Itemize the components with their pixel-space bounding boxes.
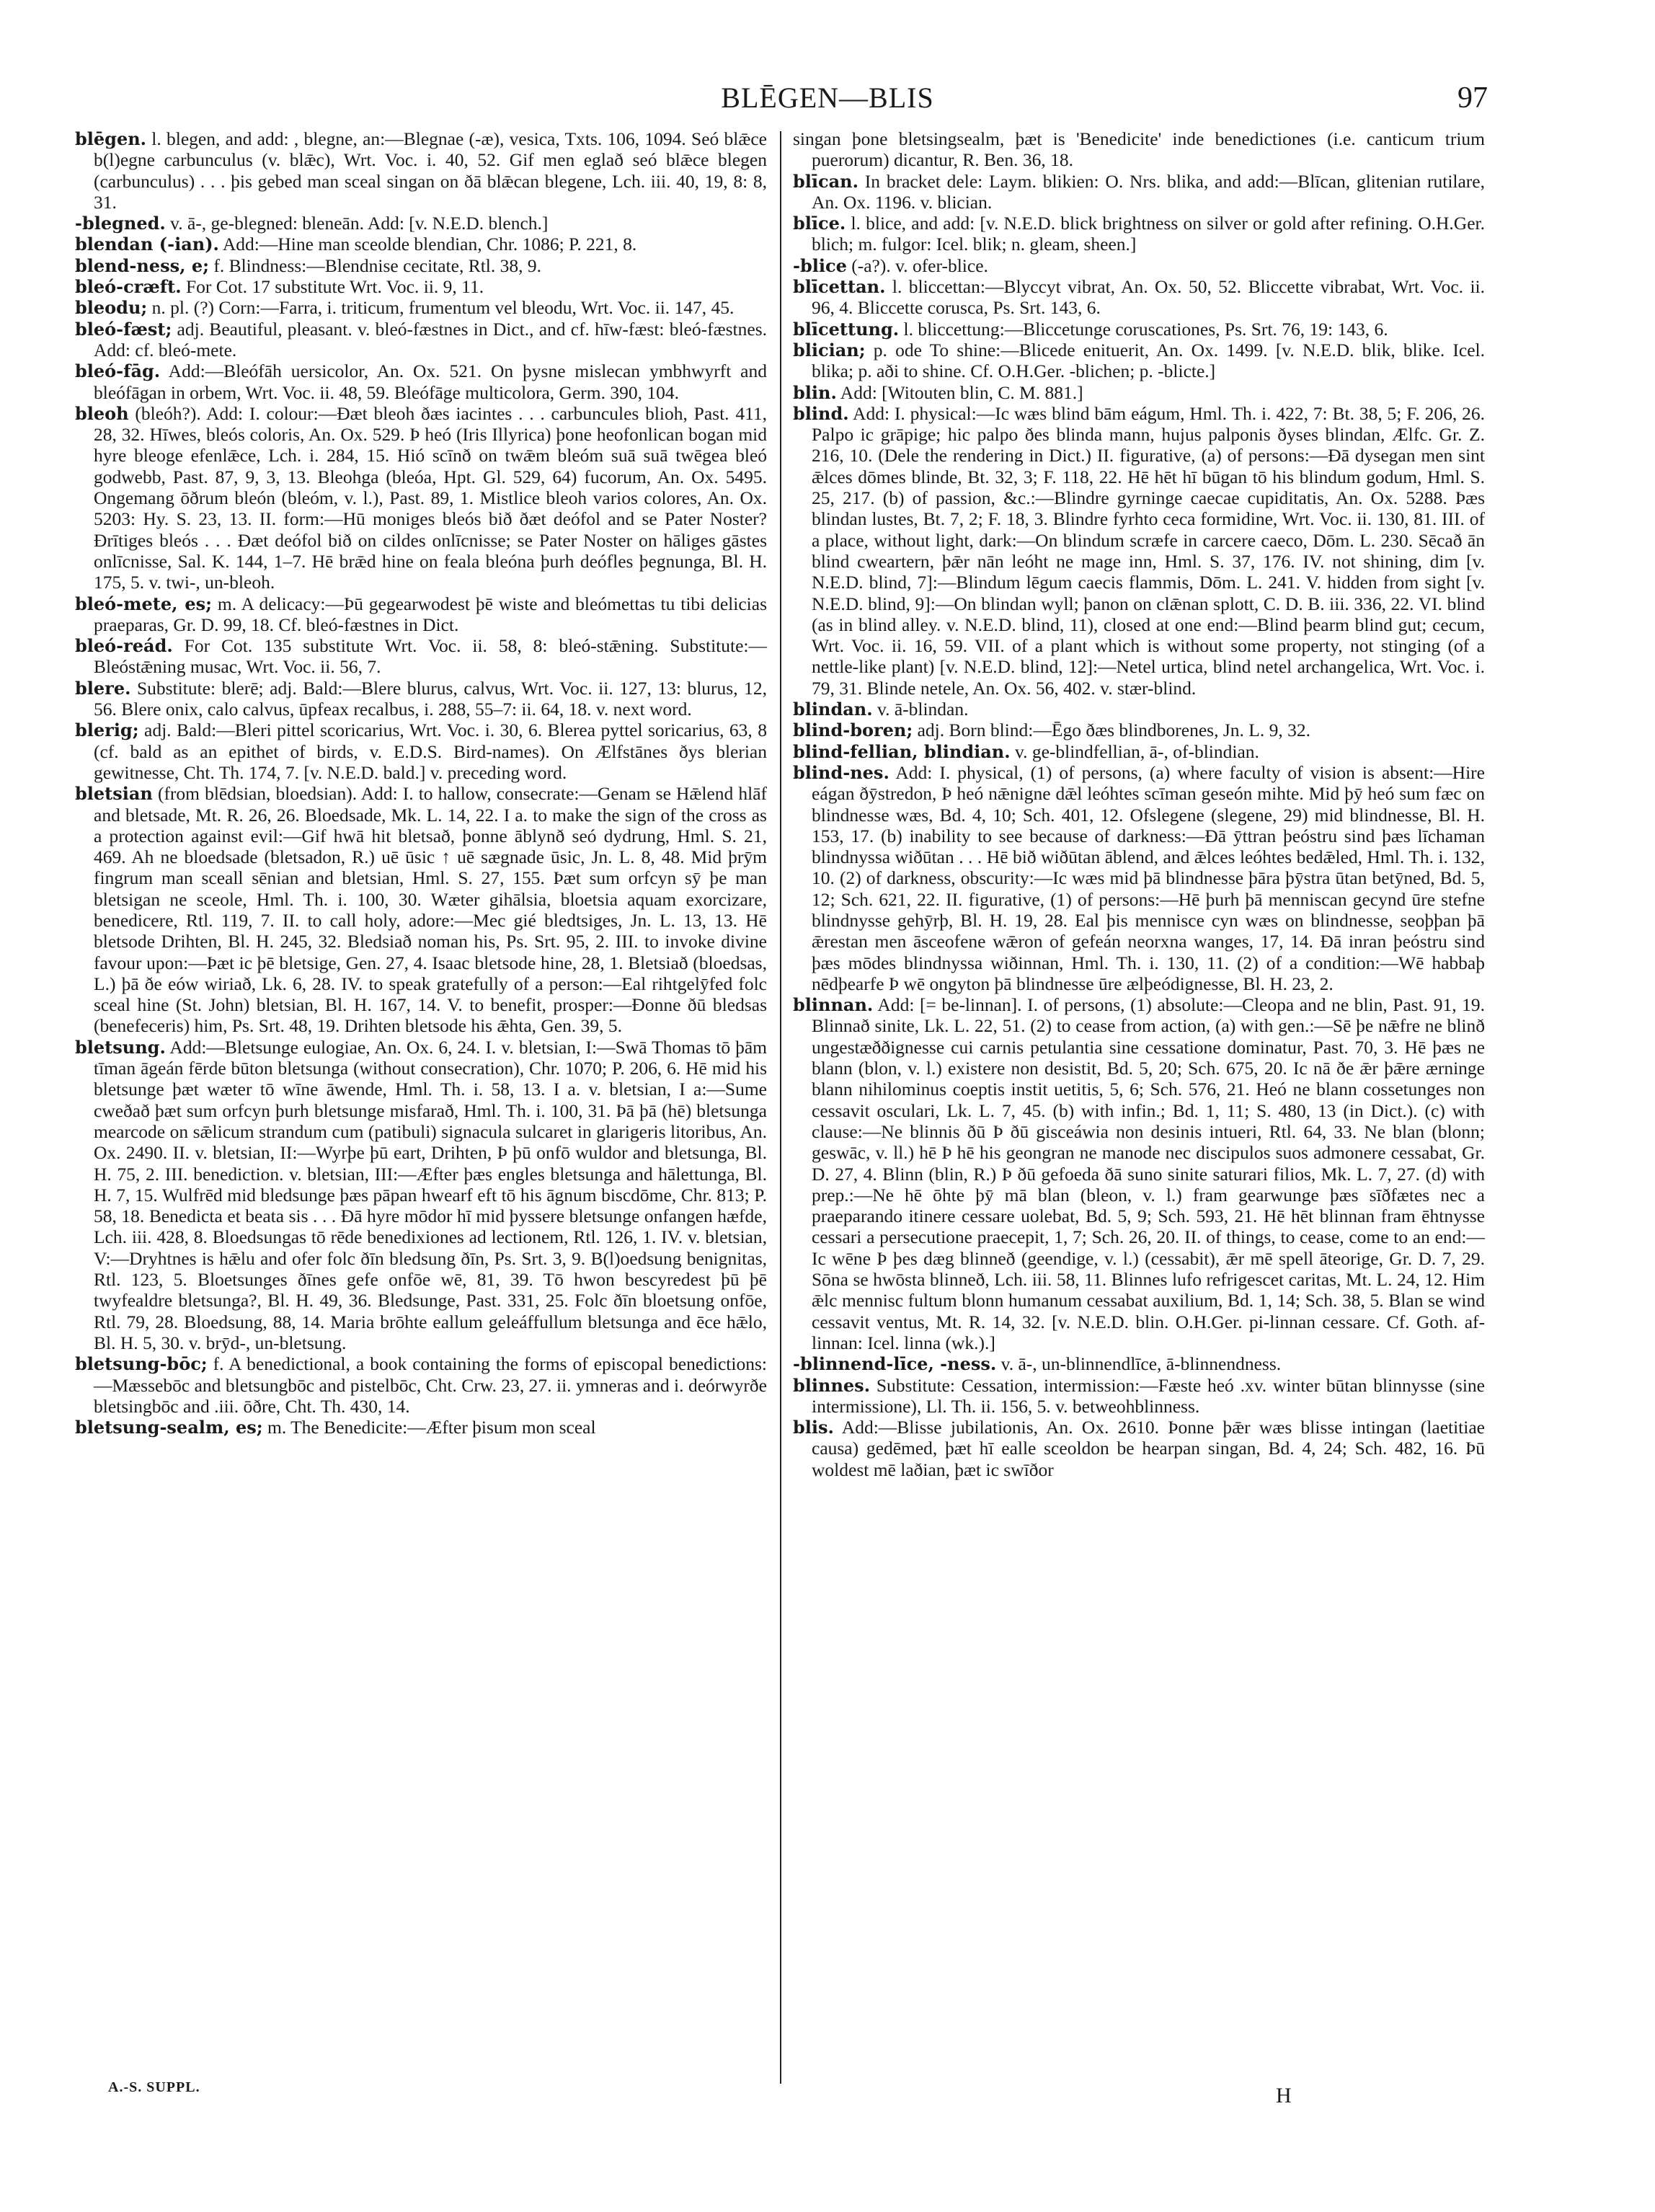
entry-text: v. ge-blindfellian, ā-, of-blindian.: [1010, 740, 1259, 762]
entry-text: For Cot. 135 substitute Wrt. Voc. ii. 58, 8: bleó-stǣning. Substitute:—Bleóstǣning musac, Wrt. Voc. ii. 56, 7.: [94, 635, 767, 678]
dictionary-entry: [793, 1375, 1485, 1417]
entry-headword: blendan (-ian).: [75, 234, 219, 255]
entry-headword: -blinnend-līce, -ness.: [793, 1353, 997, 1375]
entry-text: p. ode To shine:—Blicede enituerit, An. Ox. 1499. [v. N.E.D. blik, blike. Icel. blika; p. aði to shine. Cf. O.H.Ger. -blichen; p. -blicte.]: [812, 339, 1485, 382]
dictionary-entry: [75, 1037, 767, 1353]
entry-text: Add: I. physical, (1) of persons, (a) where faculty of vision is absent:—Hire eágan ðȳstredon, Þ heó nǣnigne dǣl leóhtes scīman geseón mihte. Mid þȳ heó sum fæc on blindnesse wæs, Bd. 4, 10; Sch. 401, 12. Ofslegene (slegene, 29) mid blindnesse, Bl. H. 153, 17. (b) inability to see because of darkness:—Ðā ȳttran þeóstru sind þæs līchaman blindnyssa wiðūtan . . . Hē bið wiðūtan āblend, and ǣlces leóhtes bedǣled, Hml. Th. i. 132, 10. (2) of darkness, obscurity:—Ic wæs mid þā blindnesse þāra þȳstra ūtan betȳned, Bd. 5, 12; Sch. 621, 22. II. figurative, (1) of persons:—Hē þurh þā menniscan gecynd ūre stefne blindnysse gehȳrþ, Bl. H. 19, 28. Eal þis mennisce cyn wæs on blindnesse, seoþþan þā ǣrestan men āsceofene wǣron of gefeán neorxna wanges, 17, 14. Ðā inran þeóstru sind þæs mōdes blindnyssa wiðinnan, Hml. Th. i. 130, 11. (2) of a condition:—Wē habbaþ nēdþearfe Þ wē ongyton þā blindnesse ūre ælþeódignesse, Bl. H. 23, 2.: [812, 761, 1485, 994]
entry-text: For Cot. 17 substitute Wrt. Voc. ii. 9, 11.: [181, 276, 484, 298]
dictionary-entry: [75, 1353, 767, 1417]
gathering-mark: H: [1276, 2084, 1292, 2107]
entry-headword: blīcettan.: [793, 276, 886, 298]
entry-text: m. A delicacy:—Þū gegearwodest þē wiste and bleómettas tu tibi delicias praeparas, Gr. D. 99, 18. Cf. bleó-fæstnes in Dict.: [94, 593, 767, 635]
entry-headword: blīce.: [793, 213, 846, 234]
entry-text: Add: I. physical:—Ic wæs blind bām eágum, Hml. Th. i. 422, 7: Bt. 38, 5; F. 206, 26. Palpo ic grāpige; hic palpo ðes blinda mann, hujus palponis ðyses blindan, Ælfc. Gr. Z. 216, 10. (Dele the rendering in Dict.) II. figurative, (a) of persons:—Ðā dysegan men sint ǣlces dōmes blinde, Bt. 32, 3; F. 118, 22. Hē hēt hī būgan tō his blindum godum, Hml. S. 25, 217. (b) of passion, &c.:—Blindre gyrninge caecae cupiditatis, An. Ox. 5288. Þæs blindan lustes, Bt. 7, 2; F. 18, 3. Blindre fyrhto ceca formidine, Wrt. Voc. ii. 130, 81. III. of a place, without light, dark:—On blindum scræfe in carcere caeco, Dōm. L. 230. Sēcað ān blind cweartern, þǣr nān leóht ne mage inn, Hml. S. 37, 176. IV. not shining, dim [v. N.E.D. blind, 7]:—Blindum lēgum caecis flammis, Dōm. L. 241. V. hidden from sight [v. N.E.D. blind, 9]:—On blindan wyll; þanon on clǣnan splott, C. D. B. iii. 336, 22. VI. blind (as in blind alley. v. N.E.D. blind, 11), closed at one end:—Blind þearm blind gut; cecum, Wrt. Voc. ii. 16, 59. VII. of a plant which is without some property, not stinging (of a nettle-like plant) [v. N.E.D. blind, 12]:—Netel urtica, blind netel archangelica, Wrt. Voc. i. 79, 31. Blinde netele, An. Ox. 56, 402. v. stær-blind.: [812, 402, 1485, 699]
entry-text: l. blegen, and add: , blegne, an:—Blegnae (-æ), vesica, Txts. 106, 1094. Seó blǣce b(l)egne carbunculus (v. blǣc), Wrt. Voc. i. 40, 52. Gif men eglað seó blǣce blegen (carbunculus) . . . þis gebed man sceal singan on ðā blǣcan blegene, Lch. iii. 40, 19, 8: 8, 31.: [94, 128, 767, 213]
entry-headword: blēgen.: [75, 128, 147, 149]
entry-headword: blind.: [793, 402, 849, 424]
dictionary-entry: [793, 403, 1485, 699]
entry-headword: blīcan.: [793, 170, 858, 192]
dictionary-entry: [793, 382, 1485, 403]
entry-text: l. bliccettung:—Bliccetunge coruscationes, Ps. Srt. 76, 19: 143, 6.: [899, 318, 1388, 340]
entry-text: (bleóh?). Add: I. colour:—Ðæt bleoh ðæs iacintes . . . carbuncules blioh, Past. 411, 28, 32. Hīwes, bleós coloris, An. Ox. 529. Þ heó (Iris Illyrica) þone heofonlican bogan mid hyre bleoge efenlǣce, Lch. i. 284, 15. Hió scīnð on twǣm bleóm suā suā twēgea bleó godwebb, Past. 87, 9, 3, 13. Bleohga (bleóa, Hpt. Gl. 529, 64) fucorum, An. Ox. 5495. Ongemang ōðrum bleón (bleóm, v. l.), Past. 89, 1. Mistlice bleoh varios colores, An. Ox. 5203: Hy. S. 23, 13. II. form:—Hū moniges bleós bið ðæt deófol and se Pater Noster? Ðrītiges bleós . . . Ðæt deófol bið on cildes onlīcnisse; se Pater Noster on hāliges gāstes onlīcnisse, Sal. K. 144, 1–7. Hē brǣd hine on feala bleóna þurh deófles þegnunga, Bl. H. 175, 5. v. twi-, un-bleoh.: [94, 402, 767, 593]
dictionary-entry: [793, 762, 1485, 994]
entry-headword: blind-nes.: [793, 761, 889, 783]
entry-text: (from blēdsian, bloedsian). Add: I. to hallow, consecrate:—Genam se Hǣlend hlāf and bletsade, Mt. R. 26, 26. Bloedsade, Mk. L. 14, 22. I a. to make the sign of the cross as a protection against evil:—Gif hwā hit bletsað, þonne āblynð seó dydrung, Hml. S. 21, 469. Ah ne bloedsade (bletsadon, R.) uē ūsic ↑ uē sægnade ūsic, Jn. L. 8, 48. Mid þrȳm fingrum man sceall sēnian and bletsian, Hml. S. 27, 155. Þæt sum orfcyn sȳ þe man bletsigan ne sceole, Hml. Th. i. 100, 30. Wæter gihālsia, bloetsia aquam exorcizare, benedicere, Rtl. 119, 7. II. to call holy, adore:—Mec gié bledtsiges, Jn. L. 13, 13. Hē bletsode Drihten, Bl. H. 245, 32. Bledsiað noman his, Ps. Srt. 95, 2. III. to invoke divine favour upon:—Þæt ic þē bletsige, Gen. 27, 4. Isaac bletsode hine, 28, 1. Bletsiað (bloedsas, L.) þā ðe eów wiriað, Lk. 6, 28. IV. to speak gratefully of a person:—Eal rihtgelȳfed folc sceal hine (St. John) bletsian, Bl. H. 167, 14. V. to benefit, prosper:—Ðonne ðū bledsas (benefeceris) him, Ps. Srt. 48, 19. Drihten bletsode his ǣhta, Gen. 39, 5.: [94, 783, 767, 1037]
dictionary-entry: [75, 255, 767, 276]
dictionary-entry: [793, 1417, 1485, 1480]
running-head: BLĒGEN—BLIS: [721, 81, 934, 114]
entry-text: Add: [= be-linnan]. I. of persons, (1) absolute:—Cleopa and ne blin, Past. 91, 19. Blinnað sinite, Lk. L. 22, 51. (2) to cease from action, (a) with gen.:—Sē þe nǣfre ne blinð ungestæððignesse cui carnis petulantia sine cessatione dominatur, Past. 70, 3. Hē þæs ne blann (blon, v. l.) existere non desistit, Bd. 5, 20; Sch. 675, 20. Ic nā ðe ǣr þǣre ærninge blann nihilominus coeptis instit uetitis, 5, 6; Sch. 576, 21. Heó ne blann cossetunges non cessavit osculari, Lk. L. 7, 45. (b) with infin.; Bd. 1, 11; S. 480, 13 (in Dict.). (c) with clause:—Ne blinnis ðū Þ ðū gisceáwia non desinis intueri, Rtl. 64, 33. Ne blan (blonn; geswāc, v. ll.) hē Þ hē his geongran ne manode nec discipulos suos admonere cessabat, Gr. D. 27, 4. Blinn (blin, R.) Þ ðū gefoeda ðā suno sinite saturari filios, Mk. L. 7, 27. (d) with prep.:—Ne hē ōhte þȳ mā blan (bleon, v. l.) fram gearwunge þæs sīðfætes nec a praeparando itinere cessare uolebat, Bd. 5, 9; Sch. 593, 21. Hē hēt blinnan fram ēhtnysse cessari a persecutione praecepit, 1, 7; Sch. 26, 20. II. of things, to cease, come to an end:—Ic wēne Þ þes dæg blinneð (geendige, v. l.) (cessabit), ǣr mē spell āteorige, Gr. D. 7, 29. Sōna se hwōsta blinneð, Lch. iii. 58, 11. Blinnes lufo refrigescet caritas, Mt. L. 24, 12. Him ǣlc mennisc fultum blonn humanum cessabat auxilium, Bd. 1, 14; Sch. 38, 5. Blan se wind cessavit ventus, Mt. R. 14, 32. [v. N.E.D. blin. O.H.Ger. pi-linnan cessare. Cf. Goth. af-linnan: Icel. linna (wk.).]: [812, 994, 1485, 1353]
entry-headword: blindan.: [793, 699, 873, 720]
dictionary-entry: [793, 213, 1485, 255]
entry-text: m. The Benedicite:—Æfter þisum mon sceal: [262, 1417, 596, 1438]
right-column: [793, 128, 1485, 1480]
entry-headword: blerig;: [75, 720, 139, 741]
entry-headword: blend-ness, e;: [75, 255, 209, 276]
dictionary-entry: [793, 128, 1485, 171]
entry-headword: blin.: [793, 381, 837, 403]
entry-text: Substitute: Cessation, intermission:—Fæste heó .xv. winter būtan blinnysse (sine intermissione), Ll. Th. ii. 156, 5. v. betweohblinness.: [812, 1374, 1485, 1417]
entry-headword: blīcettung.: [793, 318, 900, 340]
entry-text: adj. Beautiful, pleasant. v. bleó-fæstnes in Dict., and cf. hīw-fæst: bleó-fæstnes. Add: cf. bleó-mete.: [94, 318, 767, 360]
dictionary-entry: [793, 699, 1485, 720]
entry-headword: bleó-mete, es;: [75, 593, 213, 614]
entry-headword: blinnes.: [793, 1374, 871, 1396]
entry-headword: bletsian: [75, 783, 153, 805]
dictionary-entry: [75, 128, 767, 213]
sheet-signature: A.-S. SUPPL.: [108, 2079, 200, 2095]
dictionary-entry: [793, 340, 1485, 382]
page-number: 97: [1457, 81, 1488, 115]
entry-headword: bletsung.: [75, 1036, 166, 1058]
entry-text: v. ā-, un-blinnendlīce, ā-blinnendness.: [996, 1353, 1282, 1375]
dictionary-entry: [793, 276, 1485, 319]
dictionary-entry: [75, 678, 767, 720]
entry-headword: -blice: [793, 255, 847, 276]
left-column: [75, 128, 767, 1438]
entry-headword: bleó-fāg.: [75, 360, 161, 382]
entry-text: Add:—Hine man sceolde blendian, Chr. 1086; P. 221, 8.: [218, 234, 637, 255]
dictionary-entry: [75, 593, 767, 636]
entry-text: Add:—Bletsunge eulogiae, An. Ox. 6, 24. I. v. bletsian, I:—Swā Thomas tō þām tīman āgeán fērde būton bletsunga (without consecration), Chr. 1070; P. 206, 6. Hē mid his bletsunge þæt wæter tō wīne āwende, Hml. Th. i. 58, 13. I a. v. bletsian, I a:—Sume cweðað þæt sum orfcyn þurh bletsunge misfarað, Hml. Th. i. 100, 31. Þā þā (hē) bletsunga mearcode on sǣlicum strandum cum (patibuli) signacula sulcaret in glarigeris litoribus, An. Ox. 2490. II. v. bletsian, II:—Wyrþe þū eart, Drihten, Þ þū onfō wuldor and bletsunga, Bl. H. 75, 2. III. benediction. v. bletsian, III:—Æfter þæs engles bletsunga and hālettunga, Bl. H. 7, 15. Wulfrēd mid bledsunge þæs pāpan hwearf eft tō his āgnum biscdōme, Chr. 813; P. 58, 18. Benedicta et beata sis . . . Ðā hyre mōdor hī mid þyssere bletsunge onfangen hæfde, Lch. iii. 428, 8. Bloedsungas tō rēde benedixiones ad lectionem, Rtl. 126, 1. IV. v. bletsian, V:—Dryhtnes is hǣlu and ofer folc ðīn bledsung ðīn, Ps. Srt. 3, 9. B(l)oedsung benignitas, Rtl. 123, 5. Bloetsunges ðīnes gefe onfōe wē, 81, 39. Tō hwon bescyredest þū þē twyfealdre bletsunga?, Bl. H. 49, 36. Bledsunge, Past. 331, 25. Folc ðīn bloetsung onfōe, Rtl. 79, 28. Bloedsung, 88, 14. Maria brōhte eallum geleáffullum bletsunga and ēce hǣlo, Bl. H. 5, 30. v. brȳd-, un-bletsung.: [94, 1036, 767, 1353]
dictionary-entry: [793, 720, 1485, 740]
entry-headword: -blegned.: [75, 213, 166, 234]
entry-headword: blind-boren;: [793, 720, 913, 741]
entry-text: n. pl. (?) Corn:—Farra, i. triticum, frumentum vel bleodu, Wrt. Voc. ii. 147, 45.: [147, 297, 735, 319]
dictionary-entry: [75, 213, 767, 234]
entry-headword: blind-fellian, blindian.: [793, 740, 1011, 762]
entry-headword: blinnan.: [793, 994, 874, 1016]
dictionary-entry: [793, 741, 1485, 762]
entry-text: Add:—Bleófāh uersicolor, An. Ox. 521. On þysne mislecan ymbhwyrft and bleófāgan in orbem, Wrt. Voc. ii. 48, 59. Bleófāge multicolora, Germ. 390, 104.: [94, 360, 767, 403]
dictionary-entry: [75, 403, 767, 593]
dictionary-entry: [75, 720, 767, 783]
entry-text: Add:—Blisse jubilationis, An. Ox. 2610. Þonne þǣr wæs blisse intingan (laetitiae causa) gedēmed, þæt hī ealle sceoldon be hearpan singan, Bd. 4, 24; Sch. 482, 16. Þū woldest mē laðian, þæt ic swīðor: [812, 1417, 1485, 1480]
entry-text: f. A benedictional, a book containing the forms of episcopal benedictions:—Mæssebōc and bletsungbōc and pistelbōc, Cht. Crw. 23, 27. ii. ymneras and i. deórwyrðe bletsingbōc and .iii. ōðre, Cht. Th. 430, 14.: [94, 1353, 767, 1417]
entry-text: adj. Born blind:—Ēgo ðæs blindborenes, Jn. L. 9, 32.: [913, 720, 1310, 741]
entry-headword: blere.: [75, 677, 131, 699]
entry-headword: bletsung-sealm, es;: [75, 1417, 263, 1438]
dictionary-entry: [75, 297, 767, 318]
entry-text: v. ā-blindan.: [872, 699, 969, 720]
dictionary-entry: [75, 360, 767, 403]
entry-headword: bleó-cræft.: [75, 276, 182, 298]
entry-text: Add: [Witouten blin, C. M. 881.]: [836, 381, 1083, 403]
entry-text: l. bliccettan:—Blyccyt vibrat, An. Ox. 50, 52. Bliccette vibrabat, Wrt. Voc. ii. 96, 4. Bliccette corusca, Ps. Srt. 143, 6.: [812, 276, 1485, 319]
dictionary-entry: [793, 1353, 1485, 1374]
dictionary-entry: [793, 171, 1485, 213]
dictionary-entry: [75, 234, 767, 255]
dictionary-entry: [75, 783, 767, 1037]
entry-headword: blis.: [793, 1417, 834, 1438]
entry-headword: bleó-reád.: [75, 635, 173, 657]
entry-text: f. Blindness:—Blendnise cecitate, Rtl. 38, 9.: [208, 255, 542, 276]
entry-text: adj. Bald:—Bleri pittel scoricarius, Wrt. Voc. i. 30, 6. Blerea pyttel soricarius, 63, 8 (cf. bald as an epithet of birds, v. E.D.S. Bird-names). On Ælfstānes ðys blerian gewitnesse, Cht. Th. 174, 7. [v. N.E.D. bald.] v. preceding word.: [94, 720, 767, 783]
entry-text: singan þone bletsingsealm, þæt is 'Benedicite' inde benedictiones (i.e. canticum trium puerorum) dicantur, R. Ben. 36, 18.: [793, 128, 1485, 171]
entry-text: Substitute: blerē; adj. Bald:—Blere blurus, calvus, Wrt. Voc. ii. 127, 13: blurus, 12, 56. Blere onix, calo calvus, ūpfeax recalbus, i. 288, 55–7: ii. 64, 18. v. next word.: [94, 677, 767, 720]
dictionary-entry: [75, 1417, 767, 1438]
entry-text: l. blice, and add: [v. N.E.D. blick brightness on silver or gold after refining. O.H.Ger. blich; m. fulgor: Icel. blik; n. gleam, sheen.]: [812, 213, 1485, 255]
entry-text: v. ā-, ge-blegned: bleneān. Add: [v. N.E.D. blench.]: [165, 213, 549, 234]
entry-headword: bletsung-bōc;: [75, 1353, 208, 1375]
entry-headword: bleodu;: [75, 297, 148, 319]
dictionary-entry: [75, 635, 767, 678]
entry-headword: bleó-fæst;: [75, 318, 172, 340]
entry-headword: bleoh: [75, 402, 129, 424]
dictionary-entry: [793, 994, 1485, 1353]
dictionary-entry: [75, 276, 767, 297]
entry-text: (-a?). v. ofer-blice.: [846, 255, 988, 276]
column-divider: [780, 131, 781, 2084]
dictionary-entry: [793, 319, 1485, 340]
dictionary-entry: [793, 255, 1485, 276]
entry-text: In bracket dele: Laym. blikien: O. Nrs. blika, and add:—Blīcan, glitenian rutilare, An. Ox. 1196. v. blician.: [812, 170, 1485, 213]
entry-headword: blician;: [793, 339, 866, 360]
dictionary-entry: [75, 319, 767, 361]
